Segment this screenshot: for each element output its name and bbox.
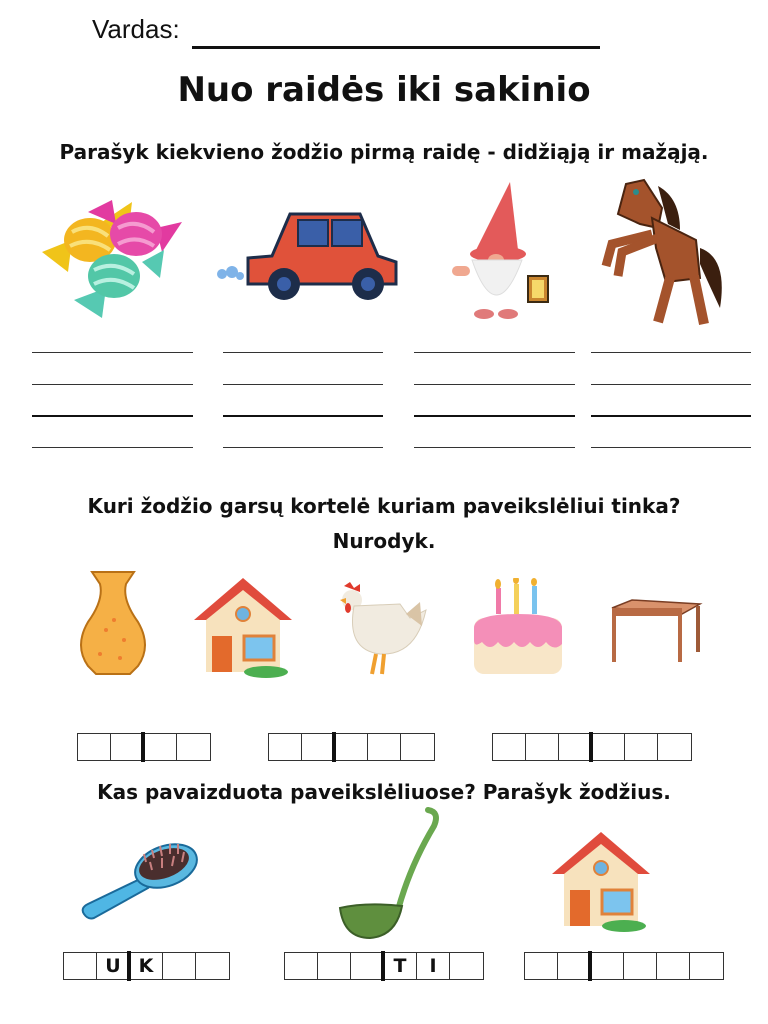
letter-cell[interactable] xyxy=(196,953,229,979)
horse-icon xyxy=(596,178,732,332)
house-icon xyxy=(192,574,294,678)
section3-instruction: Kas pavaizduota paveikslėliuose? Parašyk žodžius. xyxy=(97,780,671,804)
sound-card-1[interactable] xyxy=(77,733,211,761)
name-input-line[interactable] xyxy=(192,46,600,49)
house-icon xyxy=(550,828,652,932)
letter-cell[interactable] xyxy=(351,953,384,979)
word-card-1[interactable] xyxy=(63,952,230,980)
letter-cell[interactable] xyxy=(450,953,483,979)
letter-cell[interactable] xyxy=(558,953,591,979)
word-card-2[interactable] xyxy=(284,952,484,980)
section2-instruction-line2: Nurodyk. xyxy=(332,529,436,553)
car-icon xyxy=(214,206,400,302)
hairbrush-icon xyxy=(78,838,198,924)
letter-cell[interactable] xyxy=(690,953,723,979)
section1-instruction: Parašyk kiekvieno žodžio pirmą raidę - didžiąją ir mažąją. xyxy=(59,140,709,164)
table-icon xyxy=(606,598,704,664)
letter-cell[interactable]: I xyxy=(417,953,450,979)
name-label: Vardas: xyxy=(92,14,180,44)
sound-card-3[interactable] xyxy=(492,733,692,761)
letter-cell[interactable]: T xyxy=(384,953,417,979)
page-title: Nuo raidės iki sakinio xyxy=(177,70,591,110)
sound-card-2[interactable] xyxy=(268,733,435,761)
letter-cell[interactable] xyxy=(657,953,690,979)
word-card-3[interactable] xyxy=(524,952,724,980)
vase-icon xyxy=(76,570,150,676)
section2-instruction-line1: Kuri žodžio garsų kortelė kuriam paveikslėliui tinka? xyxy=(87,494,681,518)
letter-cell[interactable] xyxy=(285,953,318,979)
letter-cell[interactable] xyxy=(591,953,624,979)
chicken-icon xyxy=(336,580,430,678)
letter-cell[interactable] xyxy=(163,953,196,979)
gnome-icon xyxy=(446,180,556,322)
candy-icon xyxy=(32,192,182,322)
letter-cell[interactable] xyxy=(64,953,97,979)
letter-cell[interactable]: K xyxy=(130,953,163,979)
letter-cell[interactable] xyxy=(318,953,351,979)
ladle-icon xyxy=(336,806,440,942)
letter-cell[interactable] xyxy=(525,953,558,979)
letter-cell[interactable] xyxy=(624,953,657,979)
cake-icon xyxy=(470,578,566,678)
letter-cell[interactable]: U xyxy=(97,953,130,979)
